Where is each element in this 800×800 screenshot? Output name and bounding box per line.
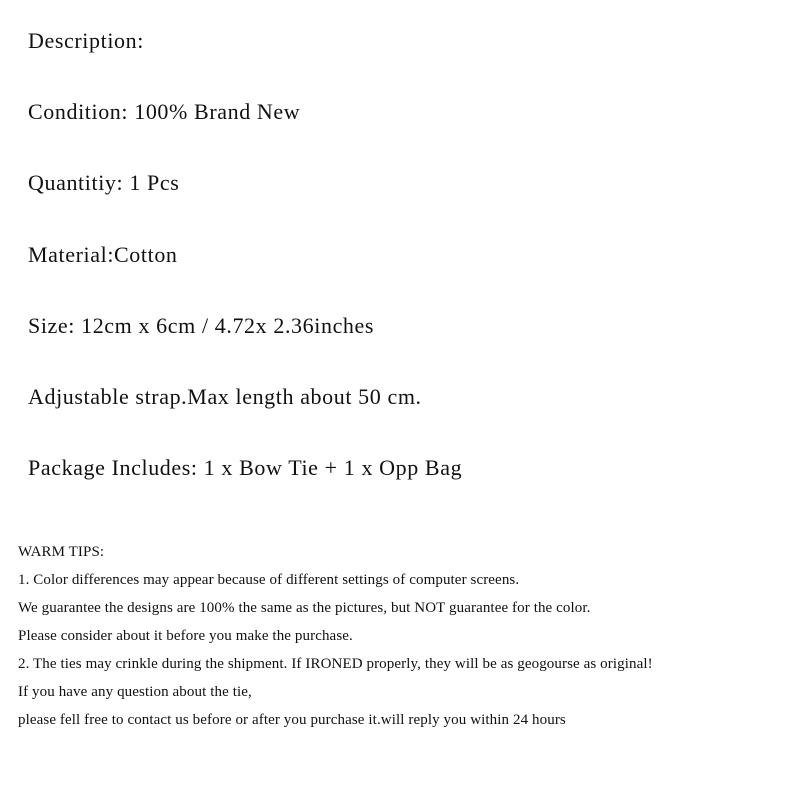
size-line: Size: 12cm x 6cm / 4.72x 2.36inches xyxy=(28,313,375,338)
tip-line-2: We guarantee the designs are 100% the same as the pictures, but NOT guarantee for the color. xyxy=(18,600,591,616)
tip-line-5: If you have any question about the tie, xyxy=(18,684,252,700)
strap-line: Adjustable strap.Max length about 50 cm. xyxy=(28,384,422,409)
tip-line-6: please fell free to contact us before or after you purchase it.will reply you within 24 hours xyxy=(18,712,566,728)
warm-tips-heading: WARM TIPS: xyxy=(18,544,105,560)
condition-line: Condition: 100% Brand New xyxy=(28,99,301,124)
tip-line-3: Please consider about it before you make the purchase. xyxy=(18,628,353,644)
material-line: Material:Cotton xyxy=(28,242,178,267)
package-line: Package Includes: 1 x Bow Tie + 1 x Opp Bag xyxy=(28,455,463,480)
description-heading: Description: xyxy=(28,28,144,53)
warm-tips xyxy=(18,538,793,734)
tip-line-4: 2. The ties may crinkle during the shipment. If IRONED properly, they will be as geogourse as original! xyxy=(18,656,653,672)
quantity-line: Quantitiy: 1 Pcs xyxy=(28,170,180,195)
tip-line-1: 1. Color differences may appear because of different settings of computer screens. xyxy=(18,572,520,588)
